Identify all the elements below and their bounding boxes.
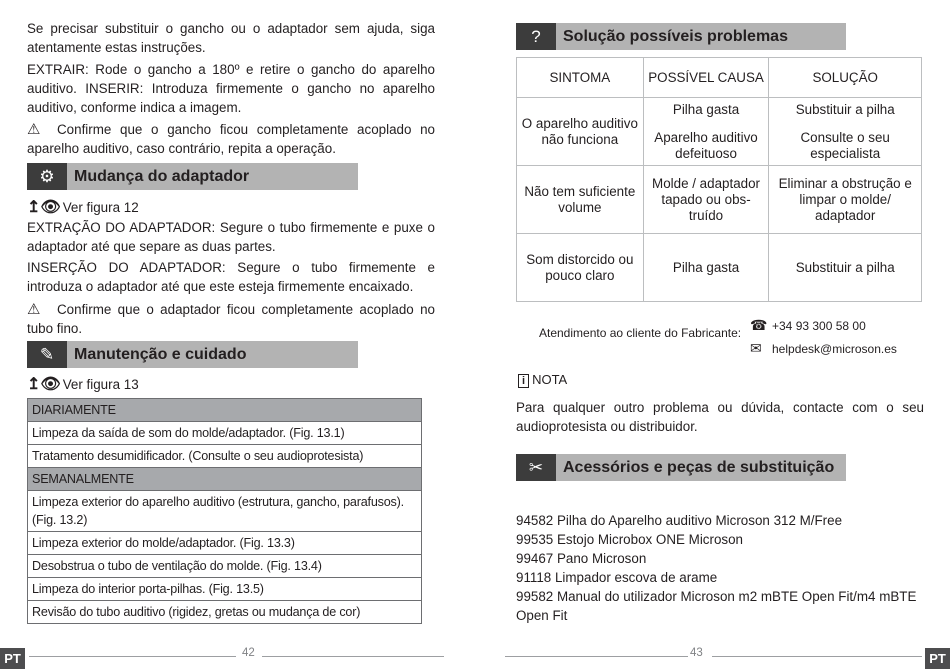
phone-icon: ☎ — [750, 317, 768, 333]
page-number: 43 — [690, 647, 703, 659]
care-row: Limpeza exterior do molde/adaptador. (Fig. 13.3) — [28, 532, 422, 555]
care-row: Limpeza do interior porta-pilhas. (Fig. 13.5) — [28, 578, 422, 601]
figure-13-label: Ver figura 13 — [62, 377, 139, 392]
envelope-icon: ✉ — [750, 340, 762, 356]
extraction-paragraph: EXTRAÇÃO DO ADAPTADOR: Segure o tubo firmemente e puxe o adaptador até que separe as duas partes. — [27, 220, 435, 254]
email-address[interactable]: helpdesk@microson.es — [772, 342, 897, 356]
symptom-cell: Som distorcido ou pouco claro — [517, 234, 644, 302]
warning-icon: ⚠ — [27, 121, 41, 138]
email-line[interactable] — [750, 340, 897, 357]
care-row: Desobstrua o tubo de ventilação do molde. (Fig. 13.4) — [28, 555, 422, 578]
solution-line: Consulte o seu especialista — [800, 129, 890, 161]
insertion-paragraph: INSERÇÃO DO ADAPTADOR: Segure o tubo firmemente e introduza o adaptador até que este esteja firmemente encaixado. — [27, 260, 435, 294]
warning-adapter — [27, 300, 435, 338]
footer-divider — [29, 656, 236, 657]
brush-icon: ✎ — [27, 341, 67, 368]
arrow-eye-icon: ↥👁 — [27, 376, 61, 393]
care-row: Revisão do tubo auditivo (rigidez, gretas ou mudança de cor) — [28, 601, 422, 624]
header-solution: SOLUÇÃO — [769, 58, 922, 98]
warning-hook — [27, 120, 435, 158]
care-row: Limpeza da saída de som do molde/adaptador. (Fig. 13.1) — [28, 422, 422, 445]
page-number: 42 — [242, 647, 255, 659]
language-badge: PT — [925, 648, 950, 669]
header-cause: POSSÍVEL CAUSA — [643, 58, 769, 98]
solution-cell — [769, 98, 922, 166]
contact-label: Atendimento ao cliente do Fabricante: — [539, 326, 742, 340]
cause-line: Aparelho auditivo defeituoso — [654, 129, 758, 161]
hearing-aid-icon: ⚙ — [27, 163, 67, 190]
care-row: Tratamento desumidificador. (Consulte o seu audioprotesista) — [28, 445, 422, 468]
arrow-eye-icon: ↥👁 — [27, 199, 61, 216]
language-badge: PT — [0, 648, 25, 669]
footer-divider — [505, 656, 688, 657]
solution-line: Substituir a pilha — [795, 101, 895, 117]
header-symptom: SINTOMA — [517, 58, 644, 98]
solution-cell: Substituir a pilha — [769, 234, 922, 302]
section-title-maintenance: Manutenção e cuidado — [74, 346, 247, 363]
section-title-troubleshooting: Solução possíveis problemas — [563, 28, 788, 45]
info-icon: i — [518, 374, 529, 388]
section-title-adapter: Mudança do adaptador — [74, 168, 250, 185]
care-header-daily: DIARIAMENTE — [28, 399, 422, 422]
accessories-icon: ✂ — [516, 454, 556, 481]
intro-paragraph: Se precisar substituir o gancho ou o adaptador sem ajuda, siga atentamente estas instruções. — [27, 21, 435, 55]
parts-list — [516, 511, 924, 625]
note-paragraph: Para qualquer outro problema ou dúvida, contacte com o seu audioprotesista ou distribuidor. — [516, 400, 924, 434]
section-title-accessories: Acessórios e peças de substituição — [563, 459, 835, 476]
warning-hook-text: Confirme que o gancho ficou completamente acoplado no aparelho auditivo, caso contrário, repita a operação. — [27, 122, 435, 156]
list-item: 99582 Manual do utilizador Microson m2 mBTE Open Fit/m4 mBTE Open Fit — [516, 589, 917, 623]
section-header-adapter — [27, 163, 358, 190]
list-item: 99467 Pano Microson — [516, 551, 647, 566]
cause-cell: Pilha gasta — [643, 234, 769, 302]
figure-13-reference — [27, 376, 139, 394]
cause-line: Pilha gasta — [672, 101, 740, 117]
cause-cell — [643, 98, 769, 166]
care-table — [27, 398, 422, 624]
symptom-cell: Não tem suficiente volume — [517, 166, 644, 234]
figure-12-reference — [27, 199, 139, 217]
section-header-maintenance — [27, 341, 358, 368]
note-heading — [518, 372, 567, 388]
care-row: Limpeza exterior do aparelho auditivo (estrutura, gancho, parafusos). (Fig. 13.2) — [28, 491, 422, 532]
footer-divider — [262, 656, 444, 657]
warning-adapter-text: Confirme que o adaptador ficou completamente acoplado no tubo fino. — [27, 302, 435, 336]
section-header-accessories — [516, 454, 846, 481]
note-label: NOTA — [532, 372, 568, 387]
troubleshooting-table — [516, 57, 922, 302]
question-bubble-icon: ? — [516, 23, 556, 50]
extract-insert-paragraph: EXTRAIR: Rode o gancho a 180º e retire o gancho do aparelho auditivo. INSERIR: Introduza firmemente o gancho no aparelho auditivo, conforme indica a imagem. — [27, 62, 435, 115]
warning-icon: ⚠ — [27, 301, 41, 318]
footer-divider — [712, 656, 922, 657]
list-item: 99535 Estojo Microbox ONE Microson — [516, 532, 743, 547]
figure-12-label: Ver figura 12 — [62, 200, 139, 215]
list-item: 91118 Limpador escova de arame — [516, 570, 718, 585]
list-item: 94582 Pilha do Aparelho auditivo Microson 312 M/Free — [516, 513, 843, 528]
cause-cell: Molde / adaptador tapado ou obs-truído — [643, 166, 769, 234]
phone-number: +34 93 300 58 00 — [772, 319, 866, 333]
symptom-cell: O aparelho auditivo não funciona — [517, 98, 644, 166]
care-header-weekly: SEMANALMENTE — [28, 468, 422, 491]
phone-line — [750, 317, 866, 334]
section-header-troubleshooting — [516, 23, 846, 50]
solution-cell: Eliminar a obstrução e limpar o molde/ adaptador — [769, 166, 922, 234]
